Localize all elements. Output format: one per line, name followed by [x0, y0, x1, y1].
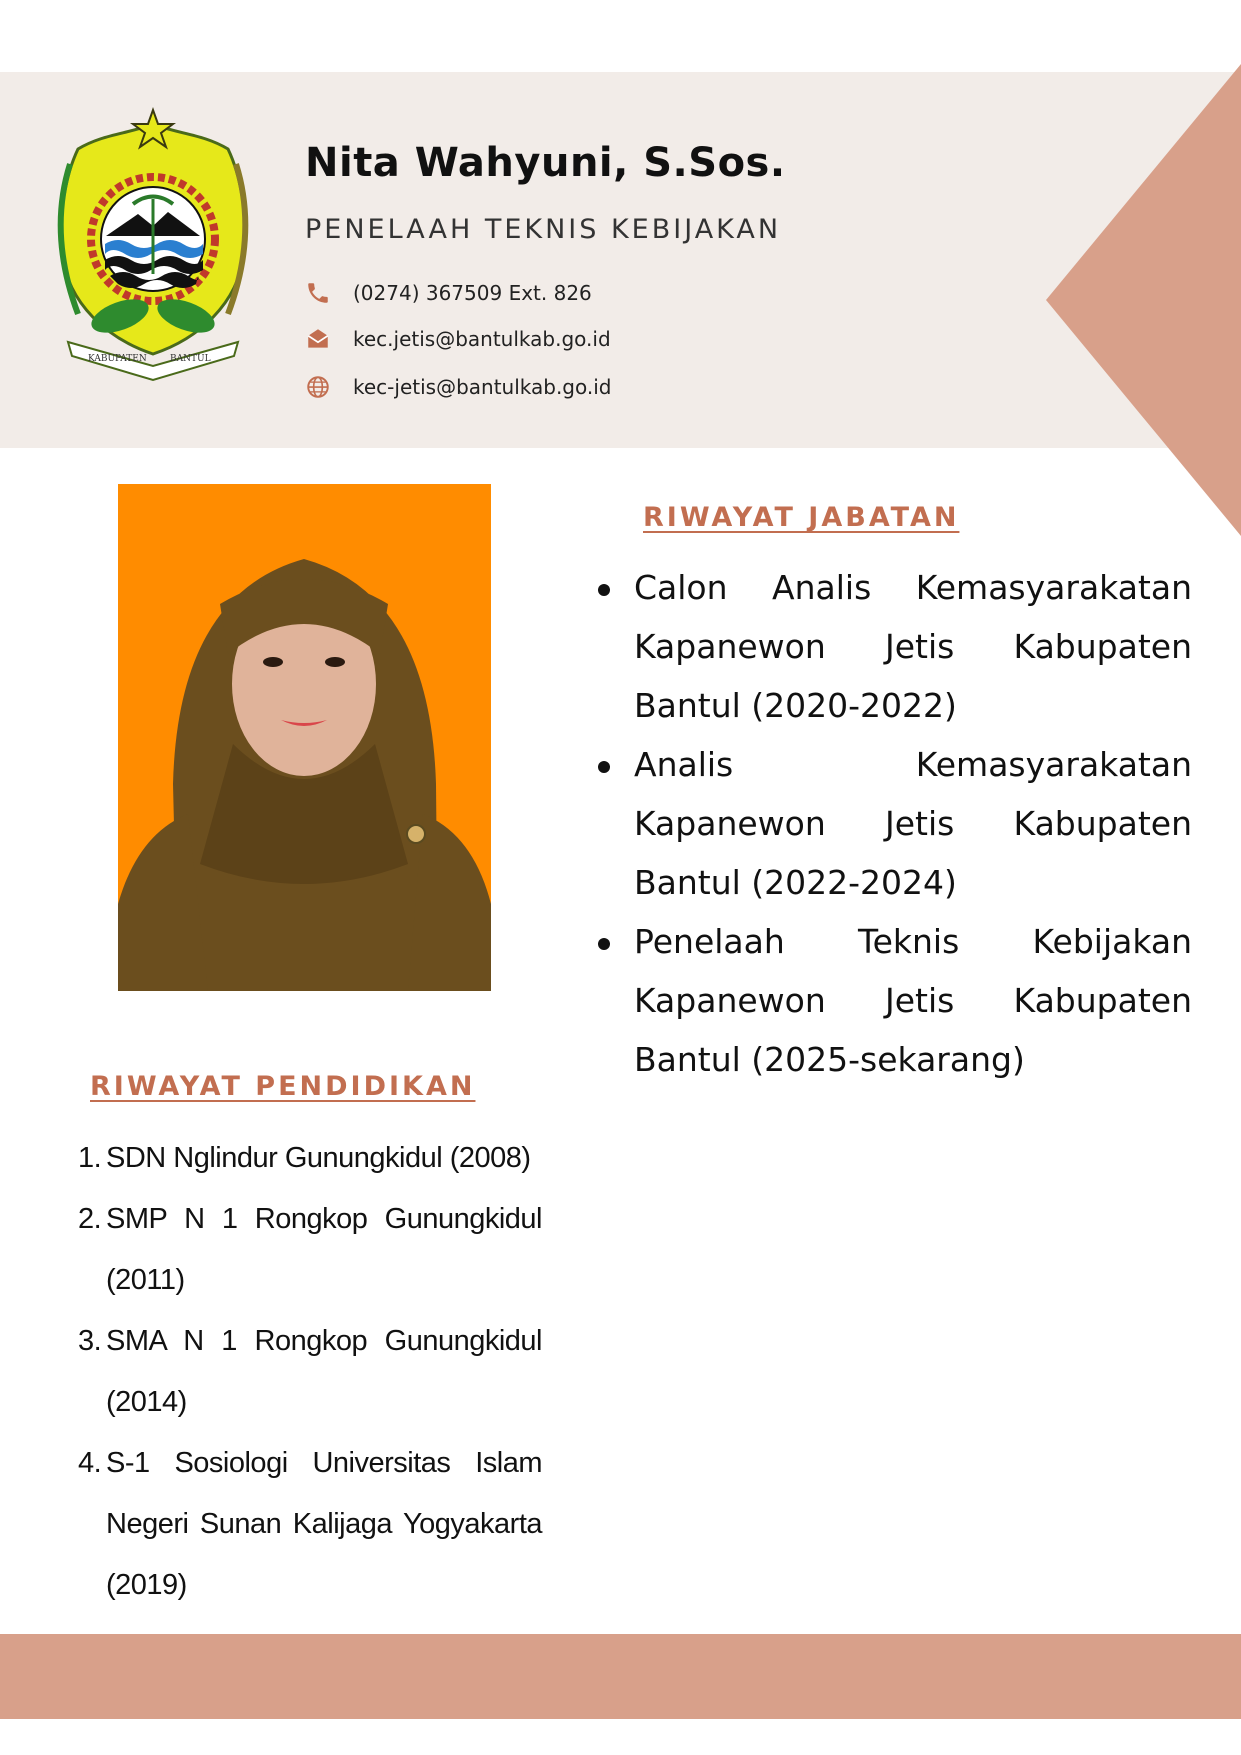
list-item-text: SMA N 1 Rongkop Gunungkidul (2014)	[106, 1325, 542, 1418]
person-name: Nita Wahyuni, S.Sos.	[305, 140, 786, 186]
contact-website	[305, 372, 612, 402]
list-item	[78, 1189, 542, 1311]
list-item: Calon Analis Kemasyarakatan Kapanewon Jetis Kabupaten Bantul (2020-2022)	[596, 558, 1192, 735]
list-item: Analis Kemasyarakatan Kapanewon Jetis Kabupaten Bantul (2022-2024)	[596, 735, 1192, 912]
list-item-text: S-1 Sosiologi Universitas Islam Negeri Sunan Kalijaga Yogyakarta (2019)	[106, 1447, 542, 1601]
list-item-number: 2.	[78, 1203, 102, 1235]
contact-website-text[interactable]: kec-jetis@bantulkab.go.id	[353, 375, 612, 399]
list-item-number: 3.	[78, 1325, 102, 1357]
job-title: PENELAAH TEKNIS KEBIJAKAN	[305, 214, 782, 245]
mail-icon	[305, 326, 331, 352]
kabupaten-bantul-emblem-icon	[48, 104, 258, 384]
contact-phone-text: (0274) 367509 Ext. 826	[353, 281, 592, 305]
footer-band	[0, 1634, 1241, 1719]
contact-email-text[interactable]: kec.jetis@bantulkab.go.id	[353, 327, 611, 351]
contact-phone	[305, 278, 592, 308]
riwayat-pendidikan-heading: RIWAYAT PENDIDIKAN	[90, 1071, 476, 1102]
list-item-number: 4.	[78, 1447, 102, 1479]
riwayat-jabatan-list	[596, 558, 1192, 1089]
riwayat-jabatan-heading: RIWAYAT JABATAN	[643, 502, 960, 533]
svg-text:BANTUL: BANTUL	[170, 354, 211, 364]
profile-photo	[118, 484, 491, 991]
list-item-number: 1.	[78, 1142, 102, 1174]
list-item-text: SMP N 1 Rongkop Gunungkidul (2011)	[106, 1203, 542, 1296]
portrait-image	[118, 484, 491, 991]
list-item	[78, 1128, 542, 1189]
riwayat-pendidikan-list	[78, 1128, 542, 1616]
phone-icon	[305, 280, 331, 306]
list-item	[78, 1311, 542, 1433]
list-item	[78, 1433, 542, 1616]
contact-email	[305, 324, 611, 354]
list-item: Penelaah Teknis Kebijakan Kapanewon Jetis Kabupaten Bantul (2025-sekarang)	[596, 912, 1192, 1089]
svg-text:KABUPATEN: KABUPATEN	[88, 354, 147, 364]
globe-icon	[305, 374, 331, 400]
list-item-text: SDN Nglindur Gunungkidul (2008)	[106, 1142, 531, 1174]
